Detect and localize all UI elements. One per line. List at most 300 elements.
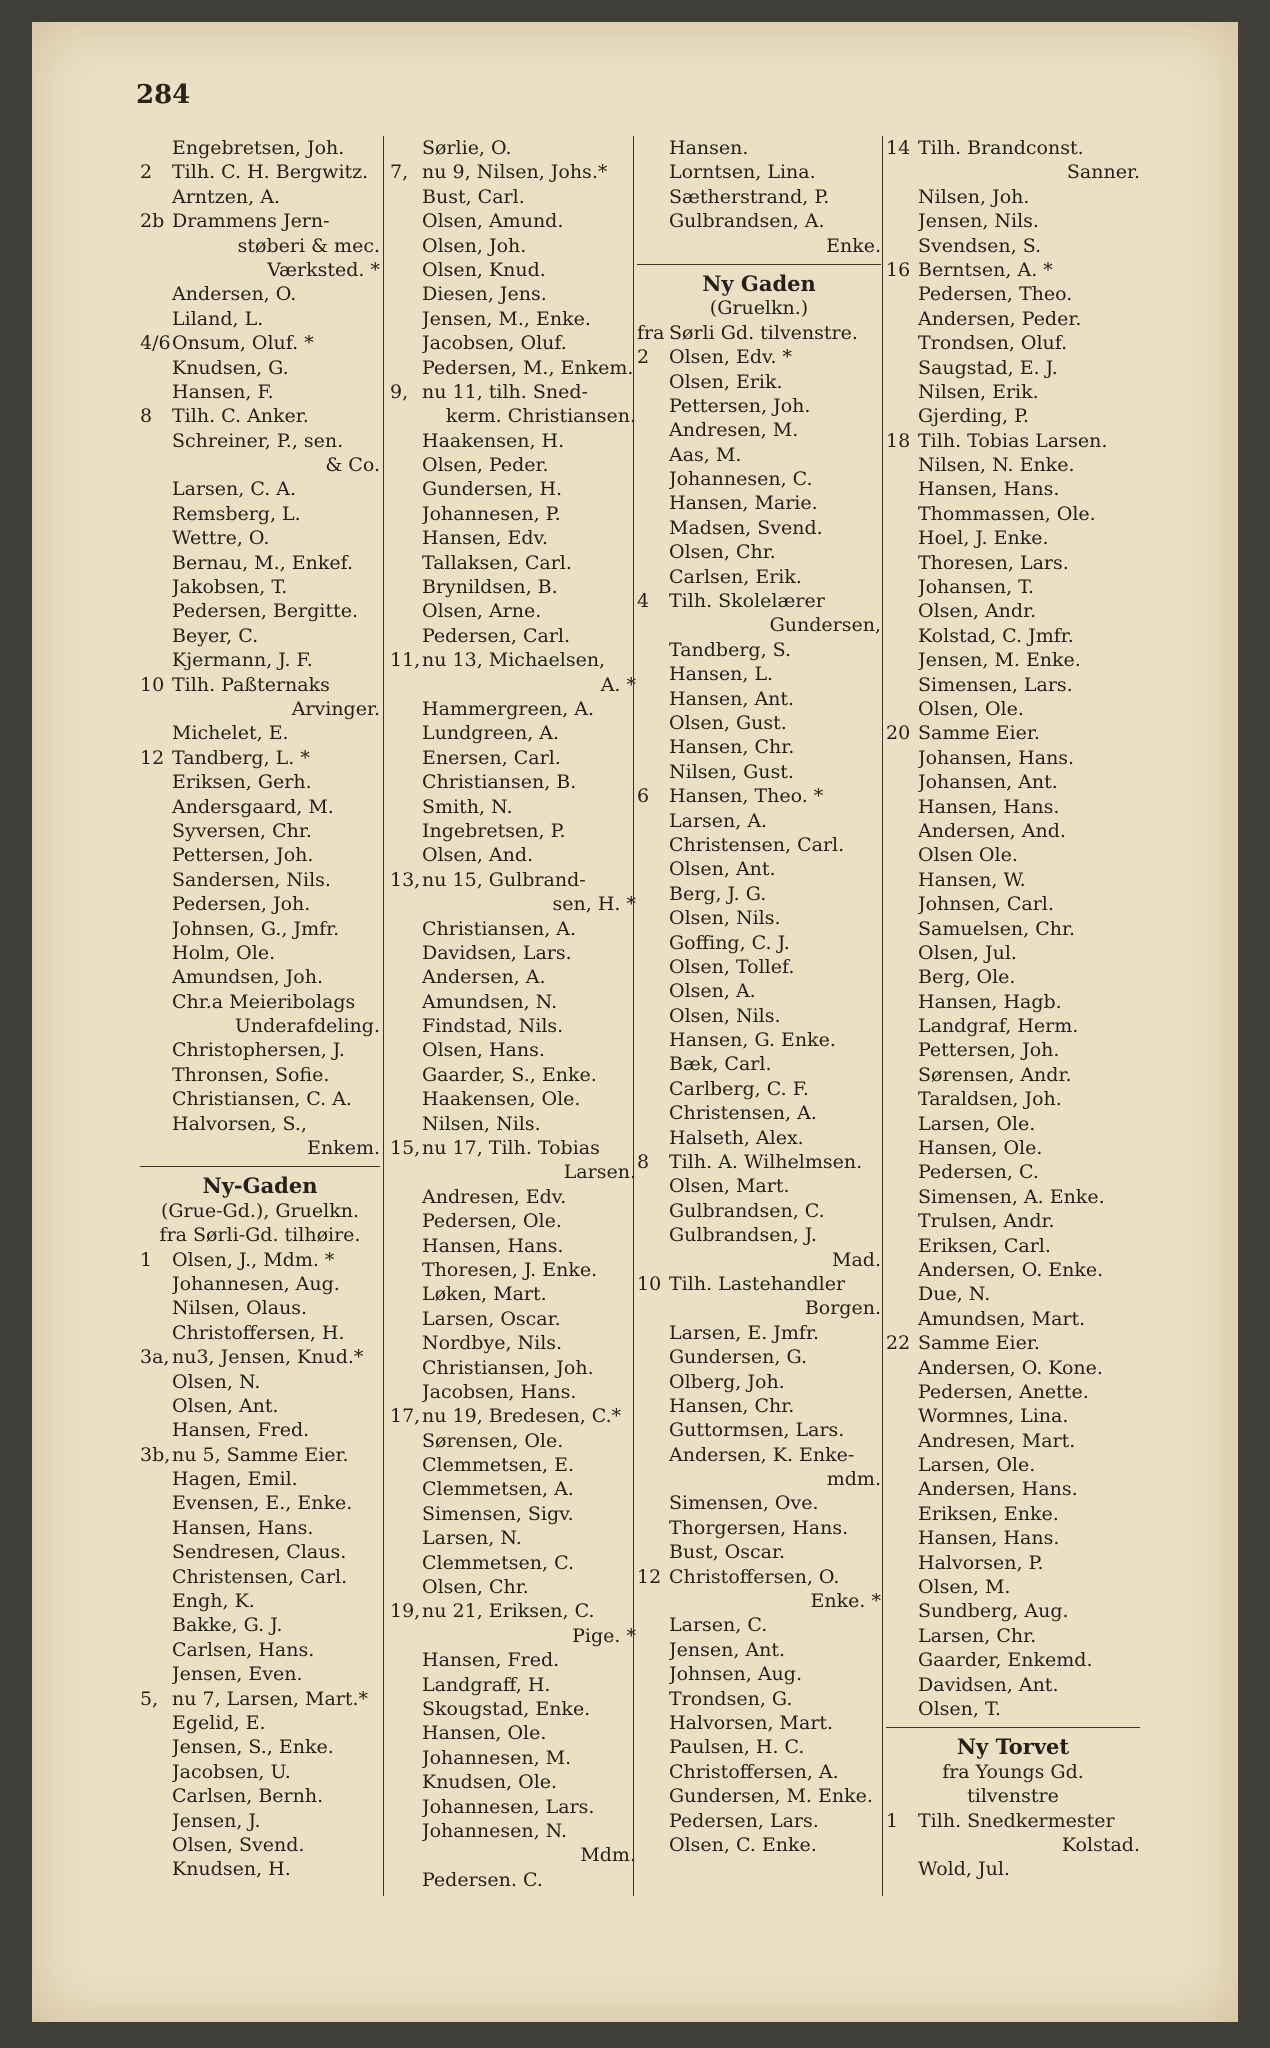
column-2 bbox=[390, 136, 636, 1892]
entry-text: Kolstad, C. Jmfr. bbox=[918, 624, 1074, 647]
entry-text: Christensen, A. bbox=[669, 1102, 817, 1125]
entry-text: Ny Torvet bbox=[956, 1735, 1070, 1760]
entry-text: Thorgersen, Hans. bbox=[669, 1516, 849, 1539]
entry-text: Liland, L. bbox=[172, 307, 264, 330]
directory-entry bbox=[140, 356, 380, 380]
entry-text: Bernau, M., Enkef. bbox=[172, 551, 354, 574]
directory-entry bbox=[390, 673, 636, 697]
column-divider bbox=[383, 136, 384, 1896]
entry-text: Egelid, E. bbox=[172, 1712, 266, 1734]
column-divider bbox=[882, 136, 883, 1896]
entry-text: Pedersen, M., Enkem. bbox=[422, 356, 634, 379]
directory-entry bbox=[140, 868, 380, 892]
entry-text: & Co. bbox=[325, 454, 380, 477]
house-number: 4 bbox=[637, 590, 650, 613]
entry-text: Trulsen, Andr. bbox=[918, 1210, 1055, 1233]
directory-entry bbox=[637, 160, 881, 184]
entry-text: Løken, Mart. bbox=[422, 1283, 547, 1306]
entry-text: Olsen, Chr. bbox=[422, 1576, 529, 1599]
directory-entry bbox=[637, 1052, 881, 1076]
directory-entry bbox=[390, 1721, 636, 1745]
entry-text: Bust, Carl. bbox=[422, 185, 525, 208]
entry-text: Clemmetsen, C. bbox=[422, 1551, 574, 1574]
directory-entry bbox=[390, 1404, 636, 1428]
entry-text: Hansen, Chr. bbox=[669, 1394, 795, 1417]
house-number: 1 bbox=[140, 1248, 153, 1271]
entry-text: nu 5, Samme Eier. bbox=[172, 1443, 349, 1466]
entry-text: Olsen, Mart. bbox=[669, 1175, 790, 1198]
directory-entry bbox=[390, 453, 636, 477]
directory-entry bbox=[390, 1014, 636, 1038]
directory-entry bbox=[886, 1502, 1140, 1526]
directory-entry bbox=[886, 136, 1140, 160]
directory-entry bbox=[886, 575, 1140, 599]
directory-entry bbox=[637, 491, 881, 515]
entry-text: Carlsen, Hans. bbox=[172, 1638, 315, 1661]
directory-entry bbox=[886, 1380, 1140, 1404]
entry-text: Aas, M. bbox=[669, 443, 742, 466]
entry-text: Pige. * bbox=[572, 1624, 636, 1647]
directory-entry bbox=[140, 209, 380, 233]
entry-text: Larsen, A. bbox=[669, 809, 768, 832]
directory-entry bbox=[390, 477, 636, 501]
directory-entry bbox=[637, 1223, 881, 1247]
directory-entry bbox=[637, 1418, 881, 1442]
directory-entry bbox=[886, 209, 1140, 233]
directory-entry bbox=[390, 1429, 636, 1453]
directory-entry bbox=[390, 331, 636, 355]
directory-entry bbox=[886, 1136, 1140, 1160]
column-1 bbox=[140, 136, 380, 1882]
entry-text: Jensen, Even. bbox=[172, 1663, 303, 1686]
entry-text: Davidsen, Lars. bbox=[422, 941, 572, 964]
directory-entry bbox=[637, 1004, 881, 1028]
entry-text: Remsberg, L. bbox=[172, 502, 301, 525]
house-number: 8 bbox=[637, 1151, 650, 1174]
entry-text: Trondsen, G. bbox=[669, 1687, 793, 1710]
directory-entry bbox=[390, 526, 636, 550]
entry-text: Christiansen, B. bbox=[422, 771, 577, 794]
entry-text: Andersen, K. Enke- bbox=[669, 1443, 855, 1466]
entry-text: Trondsen, Oluf. bbox=[918, 332, 1068, 355]
directory-entry bbox=[886, 1307, 1140, 1331]
entry-text: fra Sørli-Gd. tilhøire. bbox=[159, 1224, 361, 1247]
entry-text: Eriksen, Carl. bbox=[918, 1234, 1051, 1257]
entry-text: Pedersen, Anette. bbox=[918, 1380, 1089, 1403]
directory-entry bbox=[886, 502, 1140, 526]
directory-entry bbox=[886, 1453, 1140, 1477]
directory-entry bbox=[886, 624, 1140, 648]
house-number: fra bbox=[637, 321, 665, 344]
directory-entry bbox=[140, 795, 380, 819]
directory-entry bbox=[140, 575, 380, 599]
directory-entry bbox=[637, 1638, 881, 1662]
directory-entry bbox=[140, 380, 380, 404]
directory-entry bbox=[390, 307, 636, 331]
directory-entry bbox=[886, 1760, 1140, 1784]
directory-entry bbox=[886, 1833, 1140, 1857]
directory-entry bbox=[390, 1453, 636, 1477]
entry-text: Jakobsen, T. bbox=[172, 576, 288, 599]
directory-entry bbox=[637, 467, 881, 491]
house-number: 12 bbox=[140, 746, 165, 769]
entry-text: Sendresen, Claus. bbox=[172, 1541, 347, 1564]
entry-text: Sørlie, O. bbox=[422, 137, 512, 159]
entry-text: Olsen, Joh. bbox=[422, 234, 527, 257]
entry-text: Olsen, Knud. bbox=[422, 258, 546, 281]
entry-text: Nilsen, Olaus. bbox=[172, 1297, 308, 1320]
directory-entry bbox=[390, 551, 636, 575]
entry-text: Thoresen, J. Enke. bbox=[422, 1258, 598, 1281]
entry-text: Nordbye, Nils. bbox=[422, 1332, 563, 1355]
directory-entry bbox=[140, 429, 380, 453]
entry-text: Gundersen, bbox=[769, 614, 881, 637]
entry-text: Borgen. bbox=[804, 1297, 881, 1320]
directory-entry bbox=[886, 965, 1140, 989]
entry-text: Hansen, Fred. bbox=[422, 1649, 560, 1672]
entry-text: nu 11, tilh. Sned- bbox=[422, 380, 588, 403]
directory-entry bbox=[637, 662, 881, 686]
directory-entry bbox=[637, 979, 881, 1003]
directory-entry bbox=[140, 1613, 380, 1637]
directory-entry bbox=[390, 1697, 636, 1721]
entry-text: Carlsen, Bernh. bbox=[172, 1785, 324, 1808]
directory-entry bbox=[390, 721, 636, 745]
directory-entry bbox=[637, 209, 881, 233]
entry-text: Sørensen, Ole. bbox=[422, 1429, 564, 1452]
directory-entry bbox=[886, 404, 1140, 428]
directory-entry bbox=[140, 1662, 380, 1686]
entry-text: Pettersen, Joh. bbox=[172, 844, 314, 867]
directory-entry bbox=[637, 1345, 881, 1369]
directory-entry bbox=[637, 1540, 881, 1564]
entry-text: Christiansen, Joh. bbox=[422, 1356, 594, 1379]
directory-entry bbox=[140, 1443, 380, 1467]
directory-entry bbox=[637, 1248, 881, 1272]
entry-text: Larsen, Ole. bbox=[918, 1112, 1036, 1135]
directory-entry bbox=[140, 990, 380, 1014]
entry-text: Landgraff, H. bbox=[422, 1673, 551, 1696]
entry-text: Hansen, Hans. bbox=[918, 795, 1060, 818]
house-number: 17, bbox=[390, 1405, 421, 1428]
directory-entry bbox=[140, 1248, 380, 1272]
entry-text: Hansen, Hans. bbox=[422, 1234, 564, 1257]
entry-text: Carlberg, C. F. bbox=[669, 1077, 809, 1100]
directory-entry bbox=[886, 307, 1140, 331]
directory-entry bbox=[637, 1711, 881, 1735]
entry-text: Pedersen. C. bbox=[422, 1868, 543, 1891]
directory-entry bbox=[390, 892, 636, 916]
entry-text: Larsen, Ole. bbox=[918, 1454, 1036, 1477]
directory-entry bbox=[140, 721, 380, 745]
directory-entry bbox=[390, 1087, 636, 1111]
street-heading bbox=[140, 1174, 380, 1198]
directory-entry bbox=[886, 1185, 1140, 1209]
directory-entry bbox=[637, 955, 881, 979]
directory-entry bbox=[140, 673, 380, 697]
directory-entry bbox=[886, 819, 1140, 843]
entry-text: Andersen, Peder. bbox=[918, 307, 1082, 330]
house-number: 8 bbox=[140, 405, 153, 428]
directory-entry bbox=[140, 136, 380, 160]
directory-entry bbox=[390, 1282, 636, 1306]
entry-text: Olsen, Ole. bbox=[918, 697, 1024, 720]
directory-entry bbox=[390, 1551, 636, 1575]
directory-entry bbox=[886, 1282, 1140, 1306]
directory-entry bbox=[637, 1077, 881, 1101]
directory-entry bbox=[637, 1760, 881, 1784]
directory-entry bbox=[390, 1380, 636, 1404]
directory-entry bbox=[886, 941, 1140, 965]
directory-entry bbox=[637, 1370, 881, 1394]
directory-entry bbox=[390, 1356, 636, 1380]
entry-text: Simensen, Sigv. bbox=[422, 1502, 574, 1525]
entry-text: Andersen, O. Enke. bbox=[918, 1258, 1104, 1281]
directory-entry bbox=[886, 1477, 1140, 1501]
house-number: 22 bbox=[886, 1332, 911, 1355]
directory-entry bbox=[390, 941, 636, 965]
directory-entry bbox=[140, 1638, 380, 1662]
entry-text: Tilh. Lastehandler bbox=[669, 1272, 846, 1295]
entry-text: Onsum, Oluf. * bbox=[172, 332, 314, 355]
entry-text: Thommassen, Ole. bbox=[918, 502, 1096, 525]
entry-text: Berg, J. G. bbox=[669, 882, 767, 905]
entry-text: Wormnes, Lina. bbox=[918, 1405, 1069, 1428]
directory-entry bbox=[886, 770, 1140, 794]
house-number: 3b, bbox=[140, 1443, 171, 1466]
entry-text: Olsen, Erik. bbox=[669, 370, 783, 393]
directory-entry bbox=[390, 917, 636, 941]
house-number: 10 bbox=[140, 673, 165, 696]
directory-entry bbox=[140, 404, 380, 428]
entry-text: Engebretsen, Joh. bbox=[172, 137, 345, 159]
directory-entry bbox=[140, 234, 380, 258]
entry-text: Olsen, Gust. bbox=[669, 711, 787, 734]
directory-entry bbox=[637, 589, 881, 613]
entry-text: Haakensen, Ole. bbox=[422, 1088, 581, 1111]
directory-entry bbox=[637, 833, 881, 857]
directory-entry bbox=[140, 1809, 380, 1833]
entry-text: Olsen, Peder. bbox=[422, 454, 549, 477]
entry-text: Taraldsen, Joh. bbox=[918, 1088, 1062, 1111]
directory-entry bbox=[637, 1199, 881, 1223]
directory-entry bbox=[140, 1418, 380, 1442]
entry-text: Nilsen, Joh. bbox=[918, 185, 1030, 208]
directory-entry bbox=[637, 687, 881, 711]
directory-entry bbox=[886, 746, 1140, 770]
entry-text: Olsen, Nils. bbox=[669, 907, 781, 930]
directory-entry bbox=[390, 575, 636, 599]
directory-entry bbox=[637, 857, 881, 881]
directory-entry bbox=[390, 965, 636, 989]
directory-entry bbox=[637, 345, 881, 369]
directory-entry bbox=[140, 258, 380, 282]
entry-text: Olsen, Amund. bbox=[422, 210, 564, 233]
entry-text: Hansen, G. Enke. bbox=[669, 1029, 836, 1052]
directory-entry bbox=[886, 892, 1140, 916]
directory-entry bbox=[886, 868, 1140, 892]
entry-text: Hagen, Emil. bbox=[172, 1468, 298, 1491]
street-heading bbox=[886, 1735, 1140, 1759]
directory-entry bbox=[637, 1296, 881, 1320]
entry-text: Sørli Gd. tilvenstre. bbox=[669, 321, 858, 344]
directory-entry bbox=[886, 1809, 1140, 1833]
entry-text: fra Youngs Gd. bbox=[942, 1760, 1084, 1783]
entry-text: Olberg, Joh. bbox=[669, 1370, 785, 1393]
directory-entry bbox=[886, 1331, 1140, 1355]
house-number: 11, bbox=[390, 649, 421, 672]
entry-text: Kolstad. bbox=[1061, 1833, 1140, 1856]
directory-entry bbox=[390, 1526, 636, 1550]
directory-entry bbox=[140, 1112, 380, 1136]
directory-entry bbox=[140, 1833, 380, 1857]
entry-text: Hansen, Marie. bbox=[669, 492, 818, 515]
entry-text: Olsen, C. Enke. bbox=[669, 1833, 817, 1856]
directory-entry bbox=[637, 565, 881, 589]
directory-entry bbox=[390, 795, 636, 819]
directory-entry bbox=[390, 258, 636, 282]
directory-entry bbox=[140, 331, 380, 355]
entry-text: Guttormsen, Lars. bbox=[669, 1419, 845, 1442]
directory-entry bbox=[886, 1087, 1140, 1111]
entry-text: Johansen, Hans. bbox=[918, 746, 1075, 769]
directory-entry bbox=[390, 1307, 636, 1331]
directory-entry bbox=[886, 1404, 1140, 1428]
entry-text: Samme Eier. bbox=[918, 722, 1040, 745]
directory-entry bbox=[140, 502, 380, 526]
directory-entry bbox=[390, 1624, 636, 1648]
entry-text: Eriksen, Gerh. bbox=[172, 771, 312, 794]
entry-text: Jensen, M., Enke. bbox=[422, 307, 591, 330]
entry-text: Sætherstrand, P. bbox=[669, 185, 830, 208]
entry-text: Olsen, Ant. bbox=[172, 1394, 279, 1417]
entry-text: nu 7, Larsen, Mart.* bbox=[172, 1687, 369, 1710]
directory-entry bbox=[390, 1746, 636, 1770]
directory-entry bbox=[140, 965, 380, 989]
directory-entry bbox=[390, 1038, 636, 1062]
directory-entry bbox=[886, 185, 1140, 209]
directory-entry bbox=[637, 234, 881, 258]
entry-text: Enkem. bbox=[307, 1137, 380, 1160]
entry-text: Christoffersen, O. bbox=[669, 1565, 840, 1588]
directory-entry bbox=[390, 599, 636, 623]
column-4 bbox=[886, 136, 1140, 1882]
directory-entry bbox=[886, 1784, 1140, 1808]
directory-entry bbox=[637, 784, 881, 808]
entry-text: Andersen, And. bbox=[918, 819, 1066, 842]
entry-text: Gundersen, H. bbox=[422, 478, 563, 501]
directory-entry bbox=[637, 931, 881, 955]
entry-text: Diesen, Jens. bbox=[422, 283, 547, 306]
directory-entry bbox=[637, 185, 881, 209]
house-number: 3a, bbox=[140, 1346, 170, 1369]
directory-entry bbox=[140, 1784, 380, 1808]
entry-text: Michelet, E. bbox=[172, 722, 289, 745]
entry-text: Tilh. Skolelærer bbox=[669, 590, 825, 613]
directory-entry bbox=[637, 1272, 881, 1296]
directory-entry bbox=[140, 1199, 380, 1223]
entry-text: Samuelsen, Chr. bbox=[918, 917, 1076, 940]
directory-entry bbox=[886, 356, 1140, 380]
directory-entry bbox=[390, 624, 636, 648]
entry-text: Bæk, Carl. bbox=[669, 1053, 772, 1076]
entry-text: Olsen, Ant. bbox=[669, 858, 776, 881]
directory-entry bbox=[140, 819, 380, 843]
entry-text: Lundgreen, A. bbox=[422, 722, 560, 745]
street-heading bbox=[637, 272, 881, 296]
directory-entry bbox=[140, 1136, 380, 1160]
entry-text: Carlsen, Erik. bbox=[669, 565, 802, 588]
directory-entry bbox=[637, 1321, 881, 1345]
directory-entry bbox=[637, 1613, 881, 1637]
directory-entry bbox=[637, 613, 881, 637]
directory-entry bbox=[637, 906, 881, 930]
entry-text: Tilh. C. H. Bergwitz. bbox=[172, 161, 369, 184]
directory-entry bbox=[140, 1540, 380, 1564]
directory-entry bbox=[886, 843, 1140, 867]
entry-text: Jensen, S., Enke. bbox=[172, 1736, 334, 1759]
entry-text: Gundersen, M. Enke. bbox=[669, 1785, 873, 1808]
directory-entry bbox=[886, 453, 1140, 477]
entry-text: Gaarder, S., Enke. bbox=[422, 1063, 597, 1086]
directory-entry bbox=[637, 711, 881, 735]
entry-text: Knudsen, G. bbox=[172, 356, 289, 379]
entry-text: støberi & mec. bbox=[237, 234, 380, 257]
entry-text: Enke. bbox=[826, 234, 881, 257]
entry-text: nu 19, Bredesen, C.* bbox=[422, 1405, 622, 1428]
house-number: 1 bbox=[886, 1809, 899, 1832]
directory-entry bbox=[390, 1819, 636, 1843]
entry-text: Larsen, C. bbox=[669, 1614, 768, 1637]
directory-entry bbox=[886, 1599, 1140, 1623]
directory-entry bbox=[886, 526, 1140, 550]
directory-entry bbox=[886, 160, 1140, 184]
entry-text: Hansen, Hans. bbox=[172, 1516, 314, 1539]
entry-text: Hoel, J. Enke. bbox=[918, 527, 1049, 550]
entry-text: Jensen, M. Enke. bbox=[918, 649, 1081, 672]
entry-text: Johannesen, P. bbox=[422, 502, 561, 525]
directory-entry bbox=[140, 1857, 380, 1881]
directory-entry bbox=[140, 185, 380, 209]
directory-entry bbox=[886, 1624, 1140, 1648]
entry-text: Tilh. Tobias Larsen. bbox=[918, 429, 1108, 452]
entry-text: Pedersen, Lars. bbox=[669, 1809, 819, 1832]
directory-entry bbox=[390, 356, 636, 380]
directory-entry bbox=[886, 990, 1140, 1014]
entry-text: Andersen, Hans. bbox=[918, 1478, 1078, 1501]
directory-entry bbox=[637, 1735, 881, 1759]
entry-text: Olsen, A. bbox=[669, 980, 756, 1003]
directory-entry bbox=[637, 882, 881, 906]
entry-text: Pedersen, Theo. bbox=[918, 283, 1073, 306]
directory-entry bbox=[390, 380, 636, 404]
directory-entry bbox=[140, 1711, 380, 1735]
directory-entry bbox=[390, 868, 636, 892]
entry-text: Mad. bbox=[832, 1248, 881, 1271]
entry-text: Berg, Ole. bbox=[918, 966, 1016, 989]
directory-entry bbox=[140, 1345, 380, 1369]
house-number: 2 bbox=[140, 161, 153, 184]
directory-entry bbox=[637, 1174, 881, 1198]
directory-entry bbox=[637, 1809, 881, 1833]
directory-entry bbox=[140, 1467, 380, 1491]
entry-text: Simensen, Lars. bbox=[918, 673, 1073, 696]
directory-entry bbox=[140, 697, 380, 721]
directory-entry bbox=[637, 1589, 881, 1613]
entry-text: Olsen, N. bbox=[172, 1370, 261, 1393]
directory-entry bbox=[886, 1063, 1140, 1087]
entry-text: Thoresen, Lars. bbox=[918, 551, 1069, 574]
